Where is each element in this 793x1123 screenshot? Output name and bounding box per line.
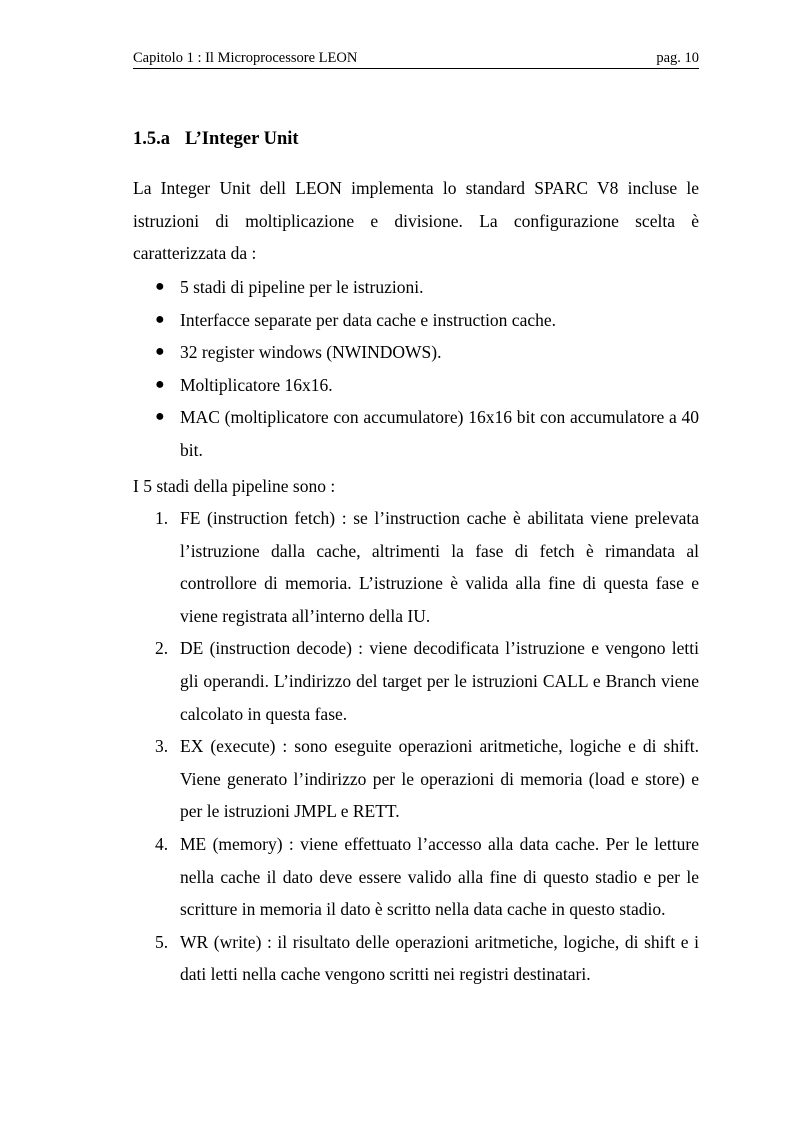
intro-paragraph: La Integer Unit dell LEON implementa lo standard SPARC V8 incluse le istruzioni di moltiplicazione e divisione. La configurazione scelta è caratterizzata da : — [133, 178, 699, 264]
list-item — [155, 304, 699, 337]
list-item-text: Moltiplicatore 16x16. — [180, 374, 333, 395]
list-item-text: ME (memory) : viene effettuato l’accesso alla data cache. Per le letture nella cache il dato deve essere valido alla fine di questo stadio e per le scritture in memoria il dato è scritto nella data cache in questo stadio. — [180, 833, 699, 920]
list-item — [155, 730, 699, 828]
bullet-icon: ● — [155, 408, 165, 426]
bullet-icon: ● — [155, 375, 165, 393]
list-item — [155, 401, 699, 466]
list-item — [155, 502, 699, 632]
list-item-text: MAC (moltiplicatore con accumulatore) 16x16 bit con accumulatore a 40 bit. — [180, 407, 699, 460]
list-item — [155, 632, 699, 730]
section-heading — [133, 127, 299, 151]
running-header — [133, 48, 699, 69]
list-item — [155, 271, 699, 304]
list-item-text: EX (execute) : sono eseguite operazioni aritmetiche, logiche e di shift. Viene generato l’indirizzo per le operazioni di memoria (load e store) e per le istruzioni JMPL e RETT. — [180, 736, 699, 822]
list-number: 1. — [155, 508, 169, 528]
list-item-text: 5 stadi di pipeline per le istruzioni. — [180, 277, 424, 297]
section-number: 1.5.a — [133, 129, 170, 149]
list-item-text: Interfacce separate per data cache e instruction cache. — [180, 309, 557, 330]
list-number: 4. — [155, 833, 169, 854]
list-item-text: FE (instruction fetch) : se l’instruction cache è abilitata viene prelevata l’istruzione dalla cache, altrimenti la fase di fetch è rimandata al controllore di memoria. L’istruzione è valida alla fine di questa fase e viene registrata all’interno della IU. — [180, 508, 699, 626]
list-item-text: 32 register windows (NWINDOWS). — [180, 342, 442, 363]
chapter-title: Capitolo 1 : Il Microprocessore LEON — [133, 50, 358, 66]
list-item-text: DE (instruction decode) : viene decodificata l’istruzione e vengono letti gli operandi. L’indirizzo del target per le istruzioni CALL e Branch viene calcolato in questa fase. — [180, 638, 699, 724]
bullet-icon: ● — [155, 310, 165, 328]
list-number: 5. — [155, 931, 169, 952]
list-number: 2. — [155, 638, 169, 659]
section-title: L’Integer Unit — [185, 129, 299, 149]
list-item — [155, 369, 699, 402]
list-item — [155, 336, 699, 369]
list-number: 3. — [155, 736, 169, 757]
bullet-icon: ● — [155, 343, 165, 361]
stages-intro: I 5 stadi della pipeline sono : — [133, 476, 336, 496]
page-number: pag. 10 — [656, 50, 699, 66]
bullet-icon: ● — [155, 278, 165, 295]
features-list — [155, 271, 699, 467]
pipeline-stages-list — [155, 502, 699, 991]
list-item-text: WR (write) : il risultato delle operazioni aritmetiche, logiche, di shift e i dati letti nella cache vengono scritti nei registri destinatari. — [180, 931, 699, 985]
list-item — [155, 926, 699, 991]
list-item — [155, 828, 699, 926]
